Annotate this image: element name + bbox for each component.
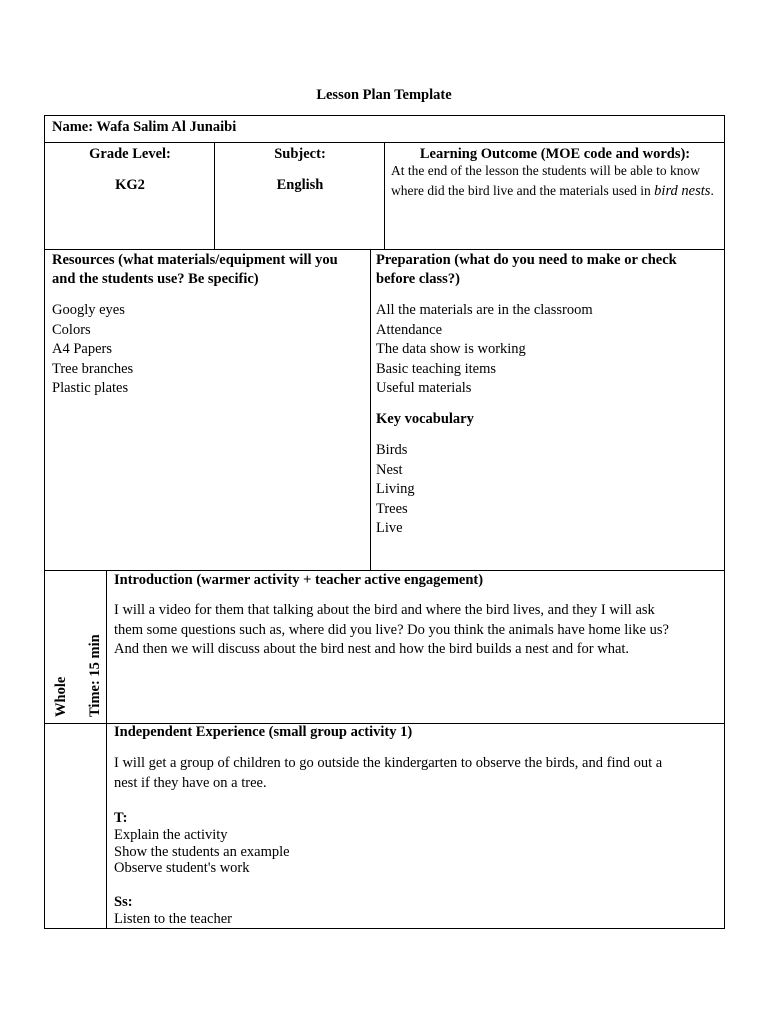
list-item: Explain the activity [114,827,228,843]
list-item: Useful materials [376,380,472,396]
col-divider-resources [370,249,371,571]
side-label-time: Time: 15 min [87,634,103,717]
list-item: Tree branches [52,360,134,377]
table-border-bottom [44,928,725,929]
learning-outcome-text [391,161,721,201]
independent-text [114,754,662,793]
students-label: Ss: [114,894,133,910]
list-item: All the materials are in the classroom [376,302,593,318]
preparation-heading-1: Preparation (what do you need to make or check [376,252,677,268]
paragraph-line: I will a video for them that talking about the bird and where the bird lives, and they I will ask [114,602,655,618]
table-border-left [44,115,45,929]
paragraph-line: them some questions such as, where did you live? Do you think the animals have home like us? [114,621,669,638]
learning-outcome-label: Learning Outcome (MOE code and words): [419,146,691,162]
list-item: Trees [376,500,408,517]
list-item: Observe student's work [114,860,250,876]
independent-heading: Independent Experience (small group activity 1) [114,724,413,740]
list-item: Show the students an example [114,843,290,860]
introduction-heading: Introduction (warmer activity + teacher active engagement) [114,572,484,588]
resources-heading-2: and the students use? Be specific) [52,271,259,287]
key-vocabulary-heading: Key vocabulary [376,411,474,427]
resources-heading-1: Resources (what materials/equipment will you [52,252,338,268]
list-item: Birds [376,442,408,458]
key-vocabulary-list [376,441,415,539]
col-divider-side [106,570,107,929]
teacher-name: Name: Wafa Salim Al Junaibi [52,119,237,135]
students-actions [114,911,232,928]
grade-level-value: KG2 [115,177,145,193]
learning-outcome-plain: At the end of the lesson the students will be able to know where did the bird live and the materials used in [391,163,700,198]
subject-value: English [276,177,324,193]
teacher-label: T: [114,810,128,826]
side-label-whole: Whole [53,676,69,717]
page-title: Lesson Plan Template [316,87,452,103]
learning-outcome-end: . [710,182,714,198]
paragraph-line: I will get a group of children to go outside the kindergarten to observe the birds, and find out a [114,755,663,771]
list-item: The data show is working [376,341,526,357]
list-item: Googly eyes [52,302,125,318]
list-item: A4 Papers [52,341,113,357]
paragraph-line: nest if they have on a tree. [114,774,267,791]
list-item: Listen to the teacher [114,911,232,927]
grade-level-label: Grade Level: [89,146,171,162]
subject-label: Subject: [274,146,326,162]
list-item: Living [376,481,415,497]
list-item: Live [376,520,403,536]
introduction-text [114,601,669,660]
preparation-list [376,301,593,399]
teacher-actions [114,827,290,877]
list-item: Nest [376,461,403,478]
table-border-right [724,115,725,929]
resources-list [52,301,133,399]
list-item: Attendance [376,321,443,338]
paragraph-line: And then we will discuss about the bird nest and how the bird builds a nest and for what. [114,641,630,657]
list-item: Basic teaching items [376,360,496,377]
list-item: Plastic plates [52,380,129,396]
table-border-top [44,115,725,116]
learning-outcome-italic: bird nests [654,182,711,199]
preparation-heading-2: before class?) [376,271,460,287]
list-item: Colors [52,321,91,338]
